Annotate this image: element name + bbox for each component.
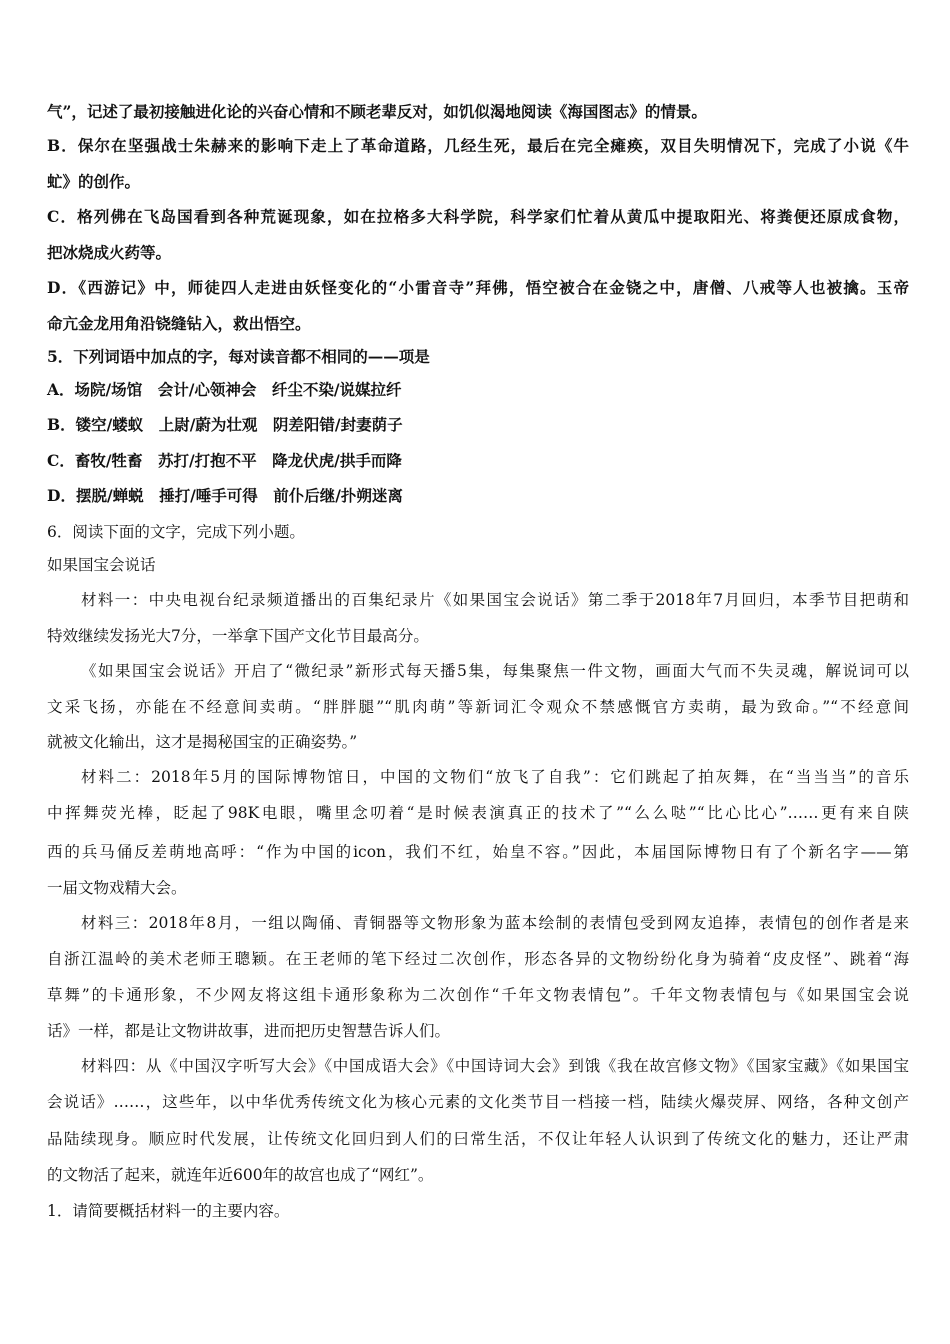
material-2-line-3: 西的兵马俑反差萌地高呼：“作为中国的icon，我们不红，始皇不容。”因此，本届国际博物日有了个新名字——第 <box>47 843 909 861</box>
material-1-para-2-line-2: 文采飞扬，亦能在不经意间卖萌。“胖胖腿”“肌肉萌”等新词汇令观众不禁感慨官方卖萌，最为致命。”“不经意间 <box>47 698 909 716</box>
option-c-line-2: 把冰烧成火药等。 <box>47 243 172 262</box>
option-d-line-1: D．《西游记》中，师徒四人走进由妖怪变化的“小雷音寺”拜佛，悟空被合在金铙之中，唐僧、八戒等人也被擒。玉帝 <box>47 278 909 297</box>
material-4-line-3: 品陆续现身。顺应时代发展，让传统文化回归到人们的曰常生活，不仅让年轻人认识到了传统文化的魅力，还让严肃 <box>47 1130 909 1148</box>
material-2-line-4: 一届文物戏精大会。 <box>47 879 187 897</box>
material-3-line-1: 材料三：2018年8月，一组以陶俑、青铜器等文物形象为蓝本绘制的表情包受到网友追捧，表情包的创作者是来 <box>81 914 909 932</box>
sub-question-1: 1．请简要概括材料一的主要内容。 <box>47 1202 290 1220</box>
material-4-line-2: 会说话》……，这些年，以中华优秀传统文化为核心元素的文化类节目一档接一档，陆续火爆荧屏、网络，各种文创产 <box>47 1093 909 1111</box>
question-5-option-c: C．畜牧/牲畜 苏打/打抱不平 降龙伏虎/拱手而降 <box>47 451 402 470</box>
material-1-line-1: 材料一：中央电视台纪录频道播出的百集纪录片《如果国宝会说话》第二季于2018年7月回归，本季节目把萌和 <box>81 591 909 609</box>
material-2-line-2: 中挥舞荧光棒，眨起了98K电眼，嘴里念叨着“是时候表演真正的技术了”“么么哒”“比心比心”……更有来自陕 <box>47 804 909 822</box>
option-d-line-2: 命亢金龙用角沿铙缝钻入，救出悟空。 <box>47 314 311 333</box>
passage-title: 如果国宝会说话 <box>47 556 156 574</box>
option-c-line-1: C．格列佛在飞岛国看到各种荒诞现象，如在拉格多大科学院，科学家们忙着从黄瓜中提取阳光、将粪便还原成食物， <box>47 207 909 226</box>
question-5-option-a: A．场院/场馆 会计/心领神会 纤尘不染/说媒拉纤 <box>47 380 402 399</box>
option-b-line-2: 虻》的创作。 <box>47 172 141 191</box>
option-a-continuation: 气”，记述了最初接触进化论的兴奋心情和不顾老辈反对，如饥似渴地阅读《海国图志》的情景。 <box>47 102 707 121</box>
option-b-line-1: B．保尔在坚强战士朱赫来的影响下走上了革命道路，几经生死，最后在完全瘫痪，双目失明情况下，完成了小说《牛 <box>47 136 909 155</box>
material-3-line-2: 自浙江温岭的美术老师王聰颖。在王老师的笔下经过二次创作，形态各异的文物纷纷化身为骑着“皮皮怪”、跳着“海 <box>47 950 909 968</box>
material-4-line-1: 材料四：从《中国汉字听写大会》《中国成语大会》《中国诗词大会》到饿《我在故宫修文物》《国家宝藏》《如果国宝 <box>81 1057 909 1075</box>
question-5-stem: 5．下列词语中加点的字，每对读音都不相同的——项是 <box>47 347 430 366</box>
material-2-line-1: 材料二：2018年5月的国际博物馆日，中国的文物们“放飞了自我”：它们跳起了拍灰舞，在“当当当”的音乐 <box>81 768 909 786</box>
material-1-line-2: 特效继续发扬光大7分，一举拿下国产文化节目最高分。 <box>47 627 429 645</box>
question-5-option-d: D．摆脱/蝉蜕 捶打/唾手可得 前仆后继/扑朔迷离 <box>47 486 403 505</box>
material-3-line-4: 话》一样，都是让文物讲故事，进而把历史智慧告诉人们。 <box>47 1022 451 1040</box>
question-6-stem: 6．阅读下面的文字，完成下列小题。 <box>47 523 305 541</box>
material-1-para-2-line-1: 《如果国宝会说话》开启了“微纪录”新形式每天播5集，每集聚焦一件文物，画面大气而不失灵魂，解说词可以 <box>81 662 909 680</box>
material-3-line-3: 草舞”的卡通形象，不少网友将这组卡通形象称为二次创作“千年文物表情包”。千年文物表情包与《如果国宝会说 <box>47 986 909 1004</box>
material-1-para-2-line-3: 就被文化输出，这才是揭秘国宝的正确姿势。” <box>47 733 358 751</box>
material-4-line-4: 的文物活了起来，就连年近600年的故宫也成了“网红”。 <box>47 1166 434 1184</box>
question-5-option-b: B．镂空/蝼蚁 上尉/蔚为壮观 阴差阳错/封妻荫子 <box>47 415 403 434</box>
